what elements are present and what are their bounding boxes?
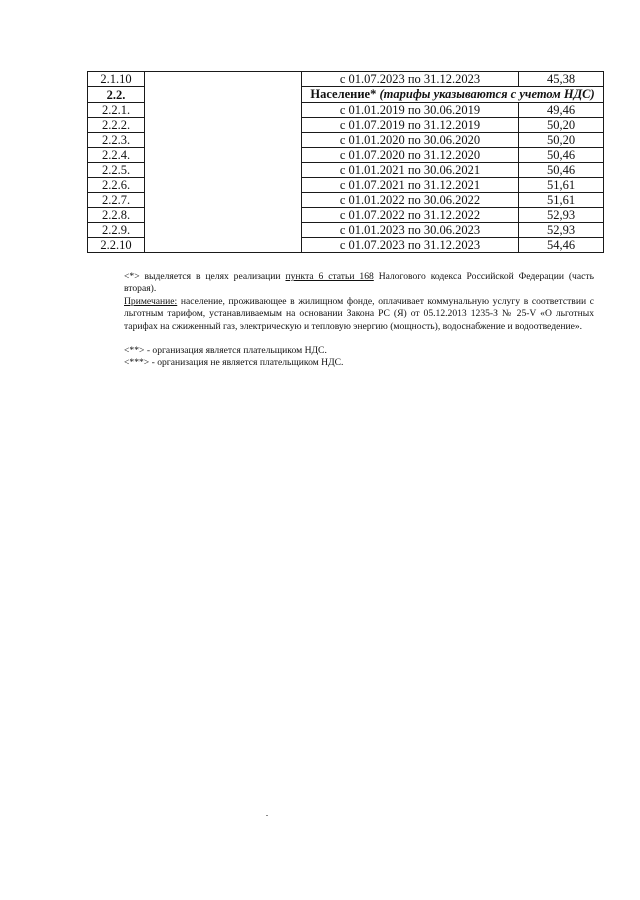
tariff-value: 54,46 [519, 238, 604, 253]
period-cell: с 01.01.2022 по 30.06.2022 [302, 193, 519, 208]
tariff-value: 52,93 [519, 223, 604, 238]
footnote-vat-payer: <**> - организация является плательщиком НДС. [124, 345, 327, 357]
row-number: 2.2.5. [88, 163, 145, 178]
tariff-value: 52,93 [519, 208, 604, 223]
row-number: 2.2.2. [88, 118, 145, 133]
tariff-value: 50,20 [519, 118, 604, 133]
footnote-text: Налогового кодекса Российской Федерации (часть вторая). [124, 271, 594, 295]
row-number: 2.2.10 [88, 238, 145, 253]
scan-mark [266, 815, 268, 816]
period-cell: с 01.07.2020 по 31.12.2020 [302, 148, 519, 163]
footnotes [124, 271, 594, 370]
period-cell: с 01.07.2023 по 31.12.2023 [302, 238, 519, 253]
period-cell: с 01.07.2022 по 31.12.2022 [302, 208, 519, 223]
section-number: 2.2. [88, 87, 145, 103]
organization-cell [145, 72, 302, 253]
tariff-table [87, 71, 604, 253]
row-number: 2.2.6. [88, 178, 145, 193]
period-cell: с 01.01.2020 по 30.06.2020 [302, 133, 519, 148]
tax-code-reference: пункта 6 статьи 168 [285, 271, 374, 282]
section-title [302, 87, 604, 103]
row-number: 2.2.1. [88, 103, 145, 118]
period-cell: с 01.07.2019 по 31.12.2019 [302, 118, 519, 133]
period-cell: с 01.07.2021 по 31.12.2021 [302, 178, 519, 193]
section-title-note: (тарифы указываются с учетом НДС) [379, 87, 595, 101]
period-cell: с 01.01.2021 по 30.06.2021 [302, 163, 519, 178]
remark-text: население, проживающее в жилищном фонде, оплачивает коммунальную услугу в соответствии с льготным тарифом, устанавливаемым на основании Закона РС (Я) от 05.12.2013 1235-З № 25-V «О льготных тарифах на сжиженный газ, электрическую и тепловую энергию (мощность), водоснабжение и водоотведение». [124, 295, 594, 332]
footnote-vat-allocation [124, 271, 594, 296]
period-cell: с 01.07.2023 по 31.12.2023 [302, 72, 519, 87]
remark [124, 296, 594, 333]
tariff-value: 49,46 [519, 103, 604, 118]
footnote-non-vat-payer: <***> - организация не является плательщиком НДС. [124, 357, 344, 369]
tariff-value: 45,38 [519, 72, 604, 87]
tariff-value: 51,61 [519, 193, 604, 208]
row-number: 2.2.4. [88, 148, 145, 163]
tariff-value: 50,46 [519, 163, 604, 178]
row-number: 2.2.7. [88, 193, 145, 208]
tariff-value: 50,46 [519, 148, 604, 163]
row-number: 2.2.8. [88, 208, 145, 223]
section-title-main: Население* [310, 87, 377, 101]
row-number: 2.2.9. [88, 223, 145, 238]
period-cell: с 01.01.2019 по 30.06.2019 [302, 103, 519, 118]
row-number: 2.2.3. [88, 133, 145, 148]
period-cell: с 01.01.2023 по 30.06.2023 [302, 223, 519, 238]
footnote-text: <*> выделяется в целях реализации [124, 271, 286, 282]
table-row [88, 72, 604, 87]
remark-label: Примечание: [124, 295, 178, 307]
tariff-value: 51,61 [519, 178, 604, 193]
row-number: 2.1.10 [88, 72, 145, 87]
tariff-value: 50,20 [519, 133, 604, 148]
